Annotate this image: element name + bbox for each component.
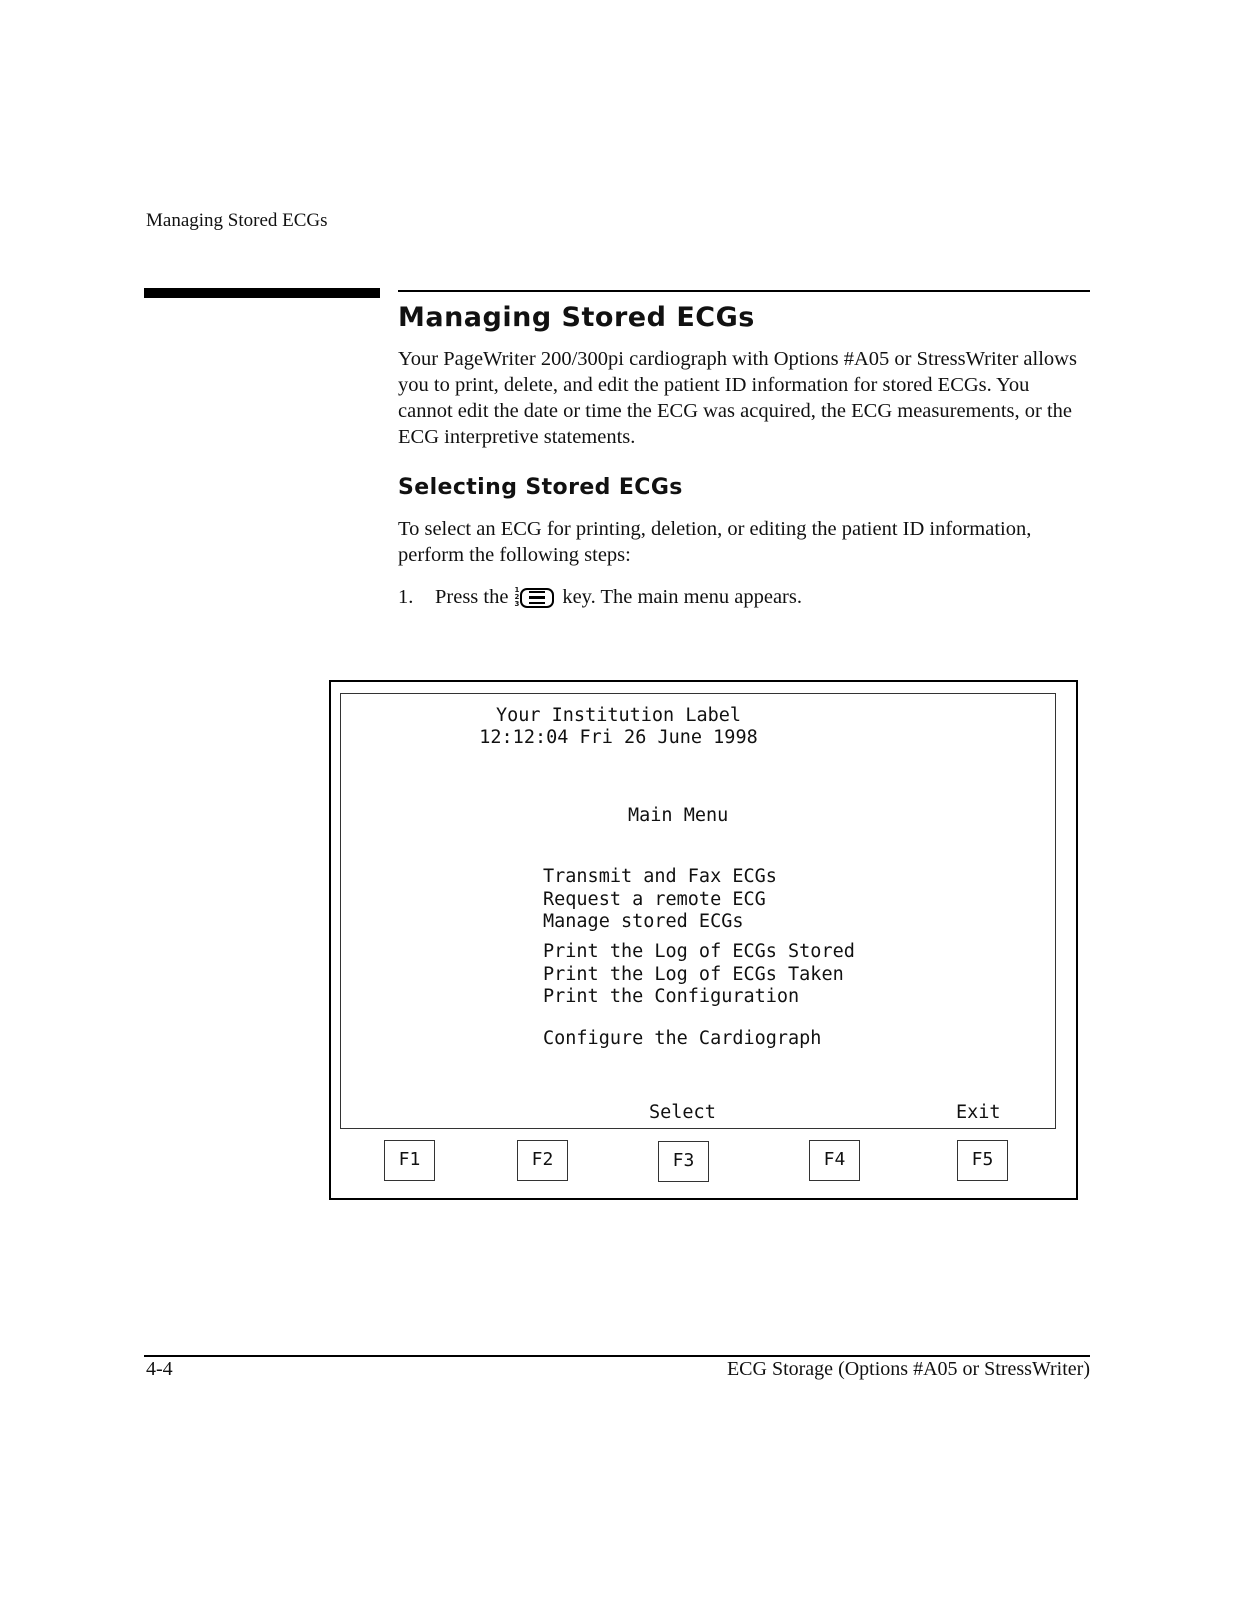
menu-group-configure <box>543 1028 821 1051</box>
f1-key[interactable]: F1 <box>384 1140 435 1181</box>
step-text-before: Press the <box>435 586 509 608</box>
menu-key-digit-3: 3 <box>514 600 520 608</box>
f5-key[interactable]: F5 <box>957 1140 1008 1181</box>
step-1 <box>398 586 802 609</box>
screen-datetime: 12:12:04 Fri 26 June 1998 <box>479 727 758 748</box>
menu-item-request-remote[interactable]: Request a remote ECG <box>543 888 766 910</box>
menu-item-print-log-stored[interactable]: Print the Log of ECGs Stored <box>543 941 855 962</box>
menu-key-digit-2: 2 <box>514 593 520 601</box>
f3-key[interactable]: F3 <box>658 1141 709 1182</box>
main-menu-title: Main Menu <box>628 805 729 826</box>
subsection-title: Selecting Stored ECGs <box>398 475 683 500</box>
section-rule-thin <box>398 290 1090 292</box>
section-title: Managing Stored ECGs <box>398 302 755 333</box>
page-number: 4-4 <box>146 1358 173 1380</box>
f2-key[interactable]: F2 <box>517 1140 568 1181</box>
menu-item-print-log-taken[interactable]: Print the Log of ECGs Taken <box>543 963 844 985</box>
menu-group-print <box>543 941 855 1009</box>
menu-group-communications <box>543 866 777 934</box>
softkey-label-select: Select <box>649 1102 716 1123</box>
softkey-label-exit: Exit <box>956 1102 1001 1123</box>
menu-key-digit-1: 1 <box>514 586 520 594</box>
step-number: 1. <box>398 586 414 608</box>
menu-item-configure[interactable]: Configure the Cardiograph <box>543 1028 822 1049</box>
menu-item-manage-stored[interactable]: Manage stored ECGs <box>543 911 744 932</box>
subsection-intro: To select an ECG for printing, deletion, or editing the patient ID information, perform the following steps: <box>398 518 1032 566</box>
institution-label: Your Institution Label <box>495 705 742 726</box>
step-text-after: key. The main menu appears. <box>562 586 802 608</box>
f4-key[interactable]: F4 <box>809 1140 860 1181</box>
menu-item-transmit-fax[interactable]: Transmit and Fax ECGs <box>543 866 777 887</box>
menu-key-icon <box>514 587 554 608</box>
chapter-title: ECG Storage (Options #A05 or StressWriter) <box>726 1358 1090 1380</box>
running-head: Managing Stored ECGs <box>146 210 328 231</box>
menu-item-print-config[interactable]: Print the Configuration <box>543 986 800 1007</box>
footer-rule <box>144 1355 1090 1357</box>
section-intro: Your PageWriter 200/300pi cardiograph with Options #A05 or StressWriter allows you to print, delete, and edit the patient ID information for stored ECGs. You cannot edit the date or time the ECG was acquired, the ECG measurements, or the ECG interpretive statements. <box>398 348 1077 448</box>
section-rule-thick <box>144 288 380 298</box>
